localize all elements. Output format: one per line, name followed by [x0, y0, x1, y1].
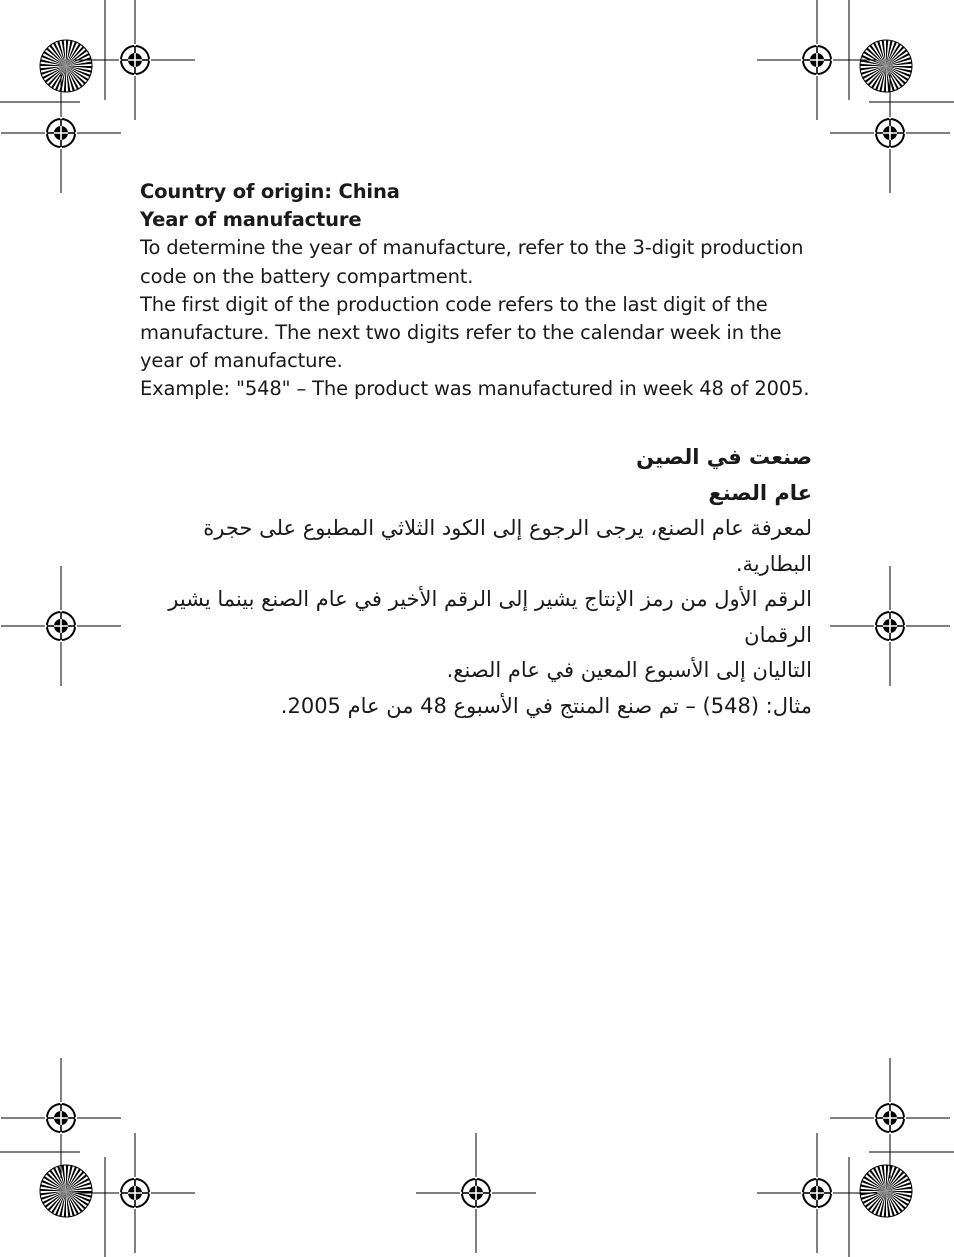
- registration-mark-right-middle: [830, 566, 950, 686]
- instruction-line: year of manufacture.: [140, 349, 343, 373]
- instruction-line: manufacture. The next two digits refer to the calendar week in the: [140, 321, 782, 345]
- registration-mark-left-lower: [1, 1058, 121, 1178]
- instruction-line: code on the battery compartment.: [140, 264, 474, 288]
- registration-mark-bottom-right: [757, 1133, 877, 1253]
- instruction-line: To determine the year of manufacture, refer to the 3-digit production: [140, 236, 804, 260]
- starburst-mark: [40, 1165, 92, 1217]
- registration-mark-left-upper: [1, 73, 121, 193]
- instruction-line: The first digit of the production code refers to the last digit of the: [140, 292, 768, 316]
- starburst-mark: [40, 40, 92, 92]
- registration-mark-top-left: [75, 0, 195, 120]
- registration-mark-bottom-left: [75, 1133, 195, 1253]
- arabic-instruction-line: لمعرفة عام الصنع، يرجى الرجوع إلى الكود الثلاثي المطبوع على حجرة البطارية.: [203, 516, 812, 576]
- country-of-origin-heading: Country of origin: China: [140, 180, 400, 203]
- starburst-mark: [860, 1165, 912, 1217]
- registration-mark-right-upper: [830, 73, 950, 193]
- registration-mark-top-right: [757, 0, 877, 120]
- starburst-mark: [860, 40, 912, 92]
- registration-mark-left-middle: [1, 566, 121, 686]
- arabic-example-line: مثال: (548) – تم صنع المنتج في الأسبوع 48 من عام 2005.: [280, 693, 812, 718]
- arabic-section: [140, 440, 812, 724]
- registration-mark-right-lower: [830, 1058, 950, 1178]
- arabic-year-heading: عام الصنع: [708, 480, 812, 505]
- arabic-instruction-line: الرقم الأول من رمز الإنتاج يشير إلى الرقم الأخير في عام الصنع بينما يشير الرقمان: [168, 587, 812, 647]
- example-line: Example: "548" – The product was manufactured in week 48 of 2005.: [140, 377, 810, 401]
- arabic-country-heading: صنعت في الصين: [636, 445, 812, 469]
- year-of-manufacture-heading: Year of manufacture: [140, 208, 362, 232]
- english-section: [140, 178, 820, 404]
- registration-mark-bottom-center: [416, 1133, 536, 1253]
- arabic-instruction-line: التاليان إلى الأسبوع المعين في عام الصنع.: [446, 658, 812, 682]
